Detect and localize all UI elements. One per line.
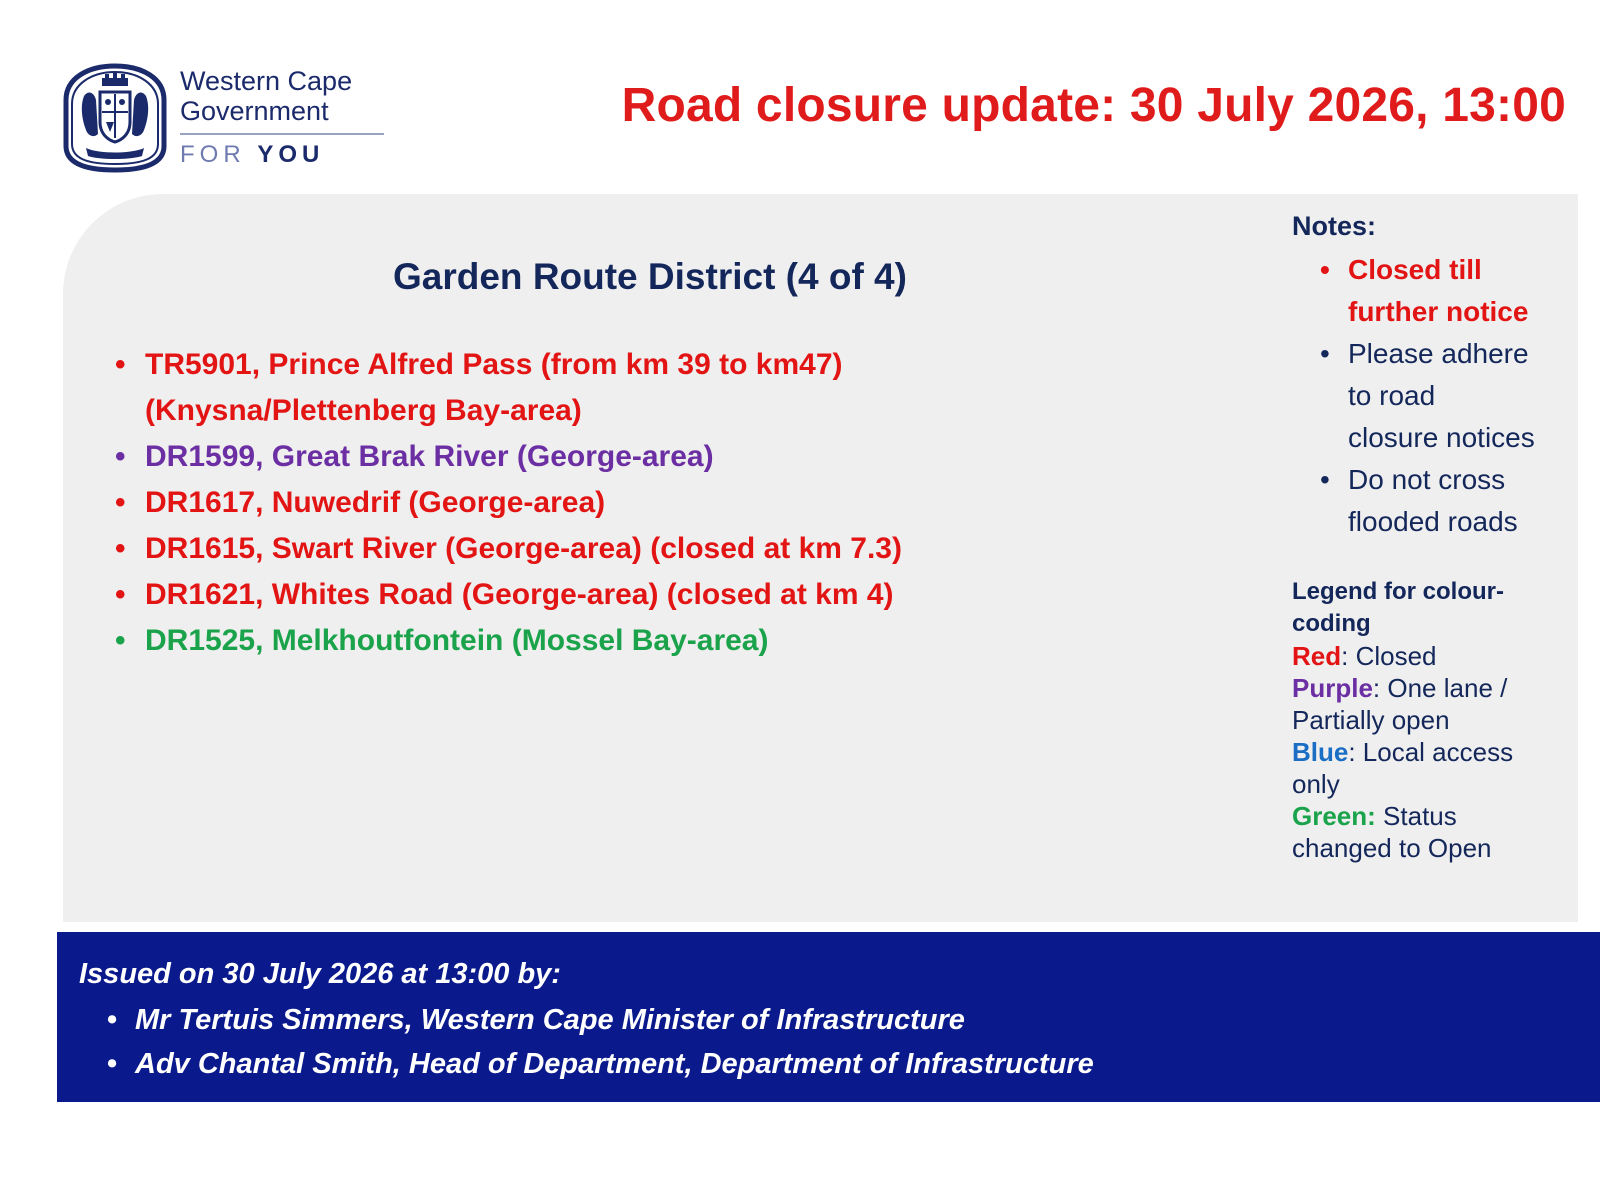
- legend-key: Blue: [1292, 737, 1349, 767]
- logo-text-line1: Western Cape: [180, 66, 353, 96]
- legend-separator: [1376, 801, 1383, 831]
- legend-item-red: [1292, 640, 1582, 672]
- bullet: •: [115, 624, 126, 657]
- road-item-text: TR5901, Prince Alfred Pass (from km 39 to km47): [145, 348, 843, 381]
- logo-tagline: [180, 141, 390, 169]
- issuer-name: Mr Tertuis Simmers, Western Cape Minister of Infrastructure: [135, 1004, 965, 1036]
- legend-text: Partially open: [1292, 705, 1450, 735]
- legend-separator: :: [1372, 673, 1388, 703]
- issuer-name: Adv Chantal Smith, Head of Department, Department of Infrastructure: [135, 1048, 1094, 1080]
- road-item-dr1621: [113, 572, 1213, 618]
- logo-wordmark: [180, 66, 390, 169]
- road-closure-list: [113, 342, 1213, 664]
- road-item-dr1525: [113, 618, 1213, 664]
- bullet: •: [107, 1004, 118, 1036]
- legend-text: One lane /: [1387, 673, 1508, 703]
- road-item-tr5901: [113, 342, 1213, 434]
- logo-tagline-you: YOU: [257, 141, 325, 168]
- road-item-dr1617: [113, 480, 1213, 526]
- government-logo: [58, 60, 388, 178]
- note-do-not-cross-flooded: [1292, 459, 1582, 543]
- legend-key: Green:: [1292, 801, 1376, 831]
- issuer-item: [107, 1042, 1094, 1086]
- legend-text: changed to Open: [1292, 833, 1492, 863]
- road-item-text: DR1525, Melkhoutfontein (Mossel Bay-area): [145, 624, 769, 657]
- bullet: •: [1320, 464, 1330, 495]
- logo-tagline-for: FOR: [180, 141, 246, 168]
- note-text: to road: [1348, 380, 1436, 411]
- issuer-list: [107, 998, 1094, 1086]
- legend-key: Purple: [1292, 673, 1373, 703]
- road-item-text: DR1599, Great Brak River (George-area): [145, 440, 714, 473]
- bullet: •: [1320, 338, 1330, 369]
- bullet: •: [115, 348, 126, 381]
- note-text: Closed till: [1348, 254, 1482, 285]
- coat-of-arms-icon: [58, 60, 173, 173]
- legend-heading: [1292, 576, 1582, 640]
- legend-section: [1292, 576, 1582, 864]
- road-item-area: (Knysna/Plettenberg Bay-area): [145, 394, 582, 427]
- bullet: •: [115, 532, 126, 565]
- bullet: •: [115, 486, 126, 519]
- notes-list: [1292, 249, 1582, 543]
- legend-text: Local access: [1362, 737, 1514, 767]
- note-text: closure notices: [1348, 422, 1535, 453]
- logo-divider: [180, 133, 384, 135]
- legend-item-purple: [1292, 672, 1582, 736]
- issued-by-footer: [57, 932, 1600, 1102]
- legend-text: only: [1292, 769, 1340, 799]
- logo-text-line2: Government: [180, 96, 329, 126]
- district-heading: Garden Route District (4 of 4): [393, 256, 907, 297]
- notes-section: [1292, 209, 1582, 543]
- road-item-dr1615: [113, 526, 1213, 572]
- road-item-text: DR1621, Whites Road (George-area) (closed at km 4): [145, 578, 894, 611]
- note-text: Please adhere: [1348, 338, 1529, 369]
- note-closed-till-further-notice: [1292, 249, 1582, 333]
- legend-item-blue: [1292, 736, 1582, 800]
- issuer-item: [107, 998, 1094, 1042]
- note-adhere-to-notices: [1292, 333, 1582, 459]
- bullet: •: [1320, 254, 1330, 285]
- issued-statement: Issued on 30 July 2026 at 13:00 by:: [79, 958, 561, 990]
- content-panel: [63, 194, 1578, 922]
- note-text: further notice: [1348, 296, 1529, 327]
- bullet: •: [107, 1048, 118, 1080]
- page-title: Road closure update: 30 July 2026, 13:00: [621, 79, 1566, 132]
- bullet: •: [115, 578, 126, 611]
- legend-text: Status: [1383, 801, 1457, 831]
- legend-separator: :: [1348, 737, 1363, 767]
- legend-heading-line2: coding: [1292, 610, 1371, 637]
- note-text: Do not cross: [1348, 464, 1506, 495]
- bullet: •: [115, 440, 126, 473]
- legend-text: Closed: [1355, 641, 1437, 671]
- legend-item-green: [1292, 800, 1582, 864]
- road-item-text: DR1617, Nuwedrif (George-area): [145, 486, 606, 519]
- road-item-text: DR1615, Swart River (George-area) (closed at km 7.3): [145, 532, 902, 565]
- note-text: flooded roads: [1348, 506, 1518, 537]
- legend-separator: :: [1341, 641, 1356, 671]
- notes-heading: Notes:: [1292, 211, 1377, 241]
- legend-key: Red: [1292, 641, 1342, 671]
- legend-heading-line1: Legend for colour-: [1292, 578, 1504, 605]
- road-item-dr1599: [113, 434, 1213, 480]
